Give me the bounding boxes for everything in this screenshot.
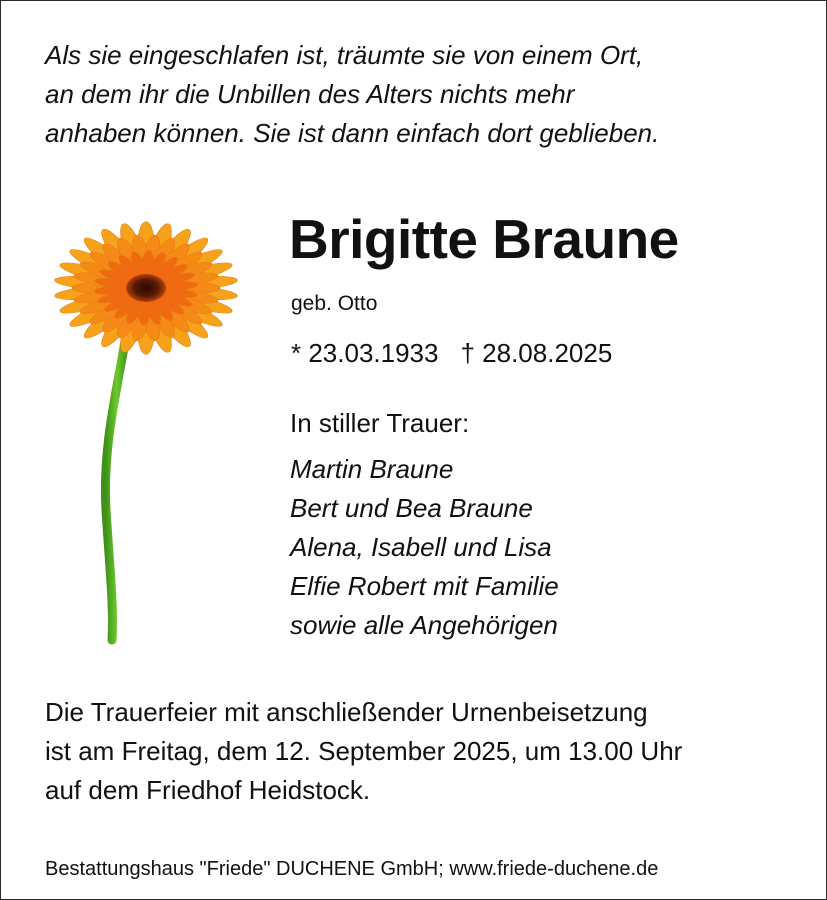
poem-line: anhaben können. Sie ist dann einfach dort geblieben.	[45, 118, 660, 148]
poem-line: Als sie eingeschlafen ist, träumte sie von einem Ort,	[45, 40, 644, 70]
poem-verse	[45, 36, 805, 153]
birth-date: * 23.03.1933	[291, 338, 439, 368]
mourner-item: Elfie Robert mit Familie	[290, 571, 559, 601]
mourners-list	[290, 450, 559, 645]
mourner-item: sowie alle Angehörigen	[290, 610, 558, 640]
funeral-details	[45, 693, 805, 810]
mourner-item: Martin Braune	[290, 454, 454, 484]
poem-line: an dem ihr die Unbillen des Alters nichts mehr	[45, 79, 575, 109]
maiden-name: geb. Otto	[291, 292, 378, 315]
flower-center	[126, 274, 166, 302]
funeral-line: Die Trauerfeier mit anschließender Urnenbeisetzung	[45, 697, 648, 727]
deceased-name: Brigitte Braune	[289, 208, 679, 270]
gerbera-flower-icon	[40, 210, 250, 645]
flower-stem	[105, 322, 128, 640]
funeral-line: auf dem Friedhof Heidstock.	[45, 775, 371, 805]
life-dates	[291, 336, 612, 370]
death-date: † 28.08.2025	[460, 338, 613, 368]
mourner-item: Alena, Isabell und Lisa	[290, 532, 552, 562]
funeral-home-footer: Bestattungshaus "Friede" DUCHENE GmbH; www.friede-duchene.de	[45, 858, 659, 880]
mourning-label: In stiller Trauer:	[290, 408, 470, 438]
funeral-line: ist am Freitag, dem 12. September 2025, um 13.00 Uhr	[45, 736, 683, 766]
mourner-item: Bert und Bea Braune	[290, 493, 533, 523]
